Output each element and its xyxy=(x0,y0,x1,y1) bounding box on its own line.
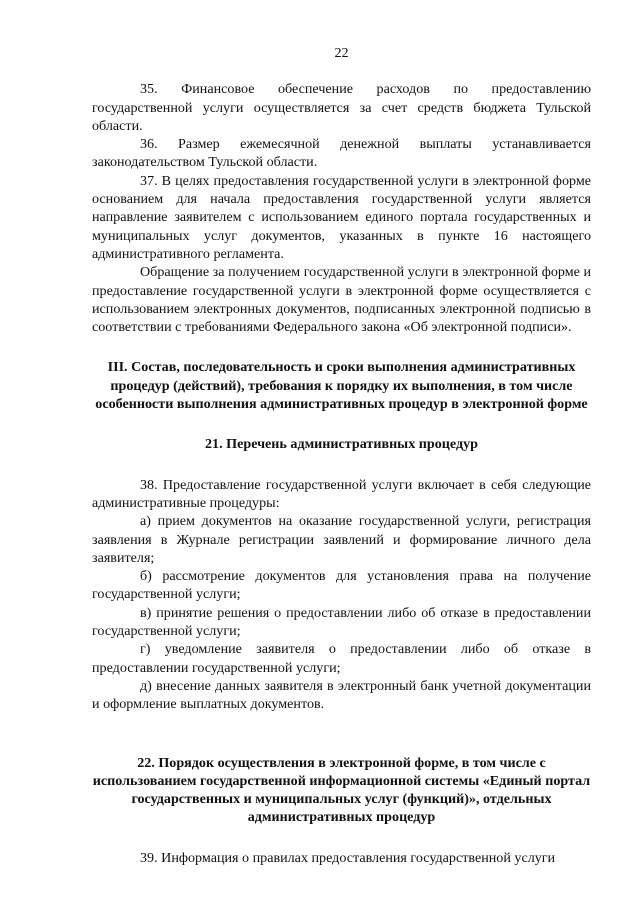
spacer xyxy=(92,413,591,435)
subsection-21-heading: 21. Перечень административных процедур xyxy=(205,436,478,453)
paragraph-38: 38. Предоставление государственной услуги включает в себя следующие административные процедуры: xyxy=(92,476,591,511)
paragraph-37: 37. В целях предоставления государственной услуги в электронной форме основанием для начала предоставления государственной услуги является направление заявителем с использованием единого портала государственных и муниципальных услуг документов, указанных в пункте 16 настоящего административного регламента. xyxy=(92,172,591,262)
subsection-22-heading: 22. Порядок осуществления в электронной форме, в том числе с использованием государственной информационной системы «Единый портал государственных и муниципальных услуг (функций)», отдельных административных процедур xyxy=(92,754,591,826)
list-item-d: д) внесение данных заявителя в электронный банк учетной документации и оформление выплатных документов. xyxy=(92,677,591,713)
paragraph-35: 35. Финансовое обеспечение расходов по предоставлению государственной услуги осуществляется за счет средств бюджета Тульской области. xyxy=(92,81,591,134)
spacer xyxy=(92,336,591,358)
spacer xyxy=(92,827,591,849)
page-number: 22 xyxy=(334,45,349,61)
list-item-g: г) уведомление заявителя о предоставлении либо об отказе в предоставлении государственной услуги; xyxy=(92,641,591,676)
document-page xyxy=(92,44,591,867)
spacer xyxy=(92,714,591,754)
section-3-heading: III. Состав, последовательность и сроки выполнения административных процедур (действий), требования к порядку их выполнения, в том числе особенности выполнения административных процедур в электронной форме xyxy=(95,359,588,413)
spacer xyxy=(92,454,591,476)
paragraph-39: 39. Информация о правилах предоставления государственной услуги xyxy=(140,849,556,866)
list-item-v: в) принятие решения о предоставлении либо об отказе в предоставлении государственной услуги; xyxy=(92,604,591,640)
paragraph-electronic-request: Обращение за получением государственной услуги в электронной форме и предоставление государственной услуги в электронной форме осуществляется с использованием электронных документов, подписанных электронной подписью в соответствии с требованиями Федерального закона «Об электронной подписи». xyxy=(92,264,591,336)
paragraph-36: 36. Размер ежемесячной денежной выплаты устанавливается законодательством Тульской области. xyxy=(92,136,591,171)
list-item-b: б) рассмотрение документов для установления права на получение государственной услуги; xyxy=(92,568,591,603)
list-item-a: а) прием документов на оказание государственной услуги, регистрация заявления в Журнале регистрации заявлений и формирование личного дела заявителя; xyxy=(92,513,591,566)
